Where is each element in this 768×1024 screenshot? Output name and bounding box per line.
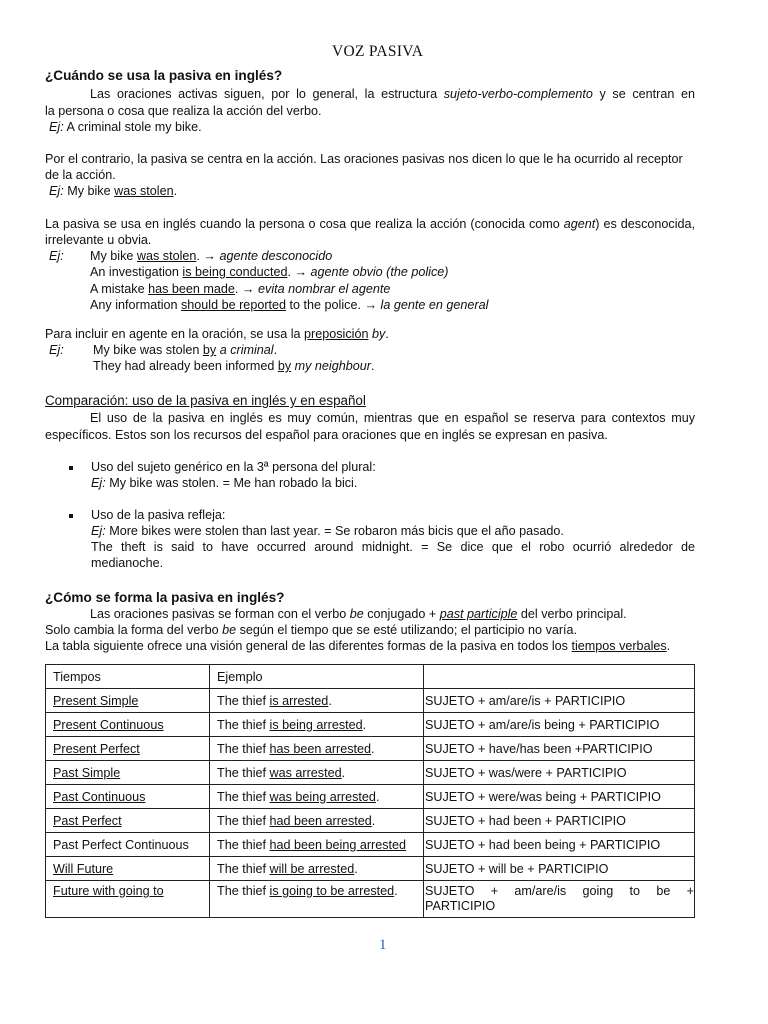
example-passive: Ej: My bike was stolen. — [49, 184, 178, 198]
tense-link[interactable]: Present Continuous — [53, 717, 164, 732]
passive-tenses-table — [45, 664, 695, 918]
table-row — [46, 881, 695, 918]
paragraph-formation: Las oraciones pasivas se forman con el verbo be conjugado + past participle del verbo principal. — [90, 607, 627, 621]
page-number: 1 — [379, 937, 387, 953]
bullet-title: Uso de la pasiva refleja: — [91, 508, 226, 522]
formula-cell: SUJETO + have/has been +PARTICIPIO — [424, 737, 695, 761]
example-line: Any information should be reported to the police. → la gente en general — [90, 298, 489, 312]
example-cell: The thief was arrested. — [210, 761, 424, 785]
example-cell: The thief is being arrested. — [210, 713, 424, 737]
bullet-icon — [69, 466, 73, 470]
example-active: Ej: A criminal stole my bike. — [49, 120, 202, 134]
tense-link[interactable]: Present Perfect — [53, 741, 140, 756]
table-row — [46, 761, 695, 785]
header-cell: Ejemplo — [210, 665, 424, 689]
example-cell: The thief had been being arrested — [210, 833, 424, 857]
paragraph-passive-focus: Por el contrario, la pasiva se centra en la acción. Las oraciones pasivas nos dicen lo que le ha ocurrido al receptor — [45, 152, 683, 166]
paragraph-line: específicos. Estos son los recursos del español para oraciones que en inglés se expresan en pasiva. — [45, 428, 608, 442]
table-row — [46, 785, 695, 809]
example-line: My bike was stolen. → agente desconocido — [90, 249, 333, 263]
tense-link[interactable]: Future with going to — [53, 884, 164, 898]
bullet-title: Uso del sujeto genérico en la 3ª persona del plural: — [91, 460, 376, 474]
formula-cell: SUJETO + am/are/is being + PARTICIPIO — [424, 713, 695, 737]
formula-cell: SUJETO + had been being + PARTICIPIO — [424, 833, 695, 857]
bullet-example: Ej: My bike was stolen. = Me han robado la bici. — [91, 476, 358, 490]
paragraph-line: la persona o cosa que realiza la acción del verbo. — [45, 104, 322, 118]
example-cell: The thief is arrested. — [210, 689, 424, 713]
example-label: Ej: — [49, 343, 64, 357]
bullet-example: The theft is said to have occurred around midnight. = Se dice que el robo ocurrió alrededor de — [91, 540, 695, 554]
formula-cell: SUJETO + will be + PARTICIPIO — [424, 857, 695, 881]
bullet-example: Ej: More bikes were stolen than last year. = Se robaron más bicis que el año pasado. — [91, 524, 564, 538]
paragraph-usage: La pasiva se usa en inglés cuando la persona o cosa que realiza la acción (conocida como agent) es desconocida, — [45, 217, 695, 231]
example-line: My bike was stolen by a criminal. — [93, 343, 278, 357]
table-row — [46, 833, 695, 857]
bullet-icon — [69, 514, 73, 518]
formula-cell: SUJETO + had been + PARTICIPIO — [424, 809, 695, 833]
paragraph-line: de la acción. — [45, 168, 116, 182]
table-row — [46, 809, 695, 833]
example-label: Ej: — [49, 249, 64, 263]
table-row — [46, 857, 695, 881]
paragraph-agent: Para incluir en agente en la oración, se usa la preposición by. — [45, 327, 389, 341]
formula-cell: SUJETO + were/was being + PARTICIPIO — [424, 785, 695, 809]
paragraph-be-form: Solo cambia la forma del verbo be según el tiempo que se esté utilizando; el participio no varía. — [45, 623, 578, 637]
tense-link[interactable]: Present Simple — [53, 693, 139, 708]
bullet-example: medianoche. — [91, 556, 164, 570]
page-title: VOZ PASIVA — [332, 43, 424, 60]
table-row — [46, 713, 695, 737]
paragraph-comparison: El uso de la pasiva en inglés es muy común, mientras que en español se reserva para contextos muy — [90, 411, 695, 425]
table-row — [46, 689, 695, 713]
table-row — [46, 737, 695, 761]
example-cell: The thief is going to be arrested. — [210, 881, 424, 918]
section-heading-comparison: Comparación: uso de la pasiva en inglés y en español — [45, 393, 366, 408]
tense-link[interactable]: Past Continuous — [53, 789, 146, 804]
example-cell: The thief will be arrested. — [210, 857, 424, 881]
paragraph-table-intro: La tabla siguiente ofrece una visión general de las diferentes formas de la pasiva en todos los tiempos verbales. — [45, 639, 671, 653]
example-cell: The thief has been arrested. — [210, 737, 424, 761]
tense-link[interactable]: Past Perfect — [53, 813, 122, 828]
section-heading-when: ¿Cuándo se usa la pasiva en inglés? — [45, 68, 283, 83]
example-line: They had already been informed by my neighbour. — [93, 359, 375, 373]
section-heading-how: ¿Cómo se forma la pasiva en inglés? — [45, 590, 285, 605]
tense-link[interactable]: Will Future — [53, 861, 114, 876]
table-header-row — [46, 665, 695, 689]
formula-cell: SUJETO + was/were + PARTICIPIO — [424, 761, 695, 785]
example-cell: The thief had been arrested. — [210, 809, 424, 833]
formula-cell: SUJETO + am/are/is going to be + PARTICIPIO — [424, 881, 695, 918]
tense-link[interactable]: Past Simple — [53, 765, 121, 780]
tense-label: Past Perfect Continuous — [53, 837, 189, 852]
example-line: An investigation is being conducted. → agente obvio (the police) — [90, 265, 449, 279]
paragraph-active-structure: Las oraciones activas siguen, por lo general, la estructura sujeto-verbo-complemento y se centran en — [90, 87, 696, 101]
header-cell: Tiempos — [46, 665, 210, 689]
example-line: A mistake has been made. → evita nombrar el agente — [90, 282, 391, 296]
header-cell — [424, 665, 695, 689]
paragraph-line: irrelevante u obvia. — [45, 233, 152, 247]
formula-cell: SUJETO + am/are/is + PARTICIPIO — [424, 689, 695, 713]
example-cell: The thief was being arrested. — [210, 785, 424, 809]
